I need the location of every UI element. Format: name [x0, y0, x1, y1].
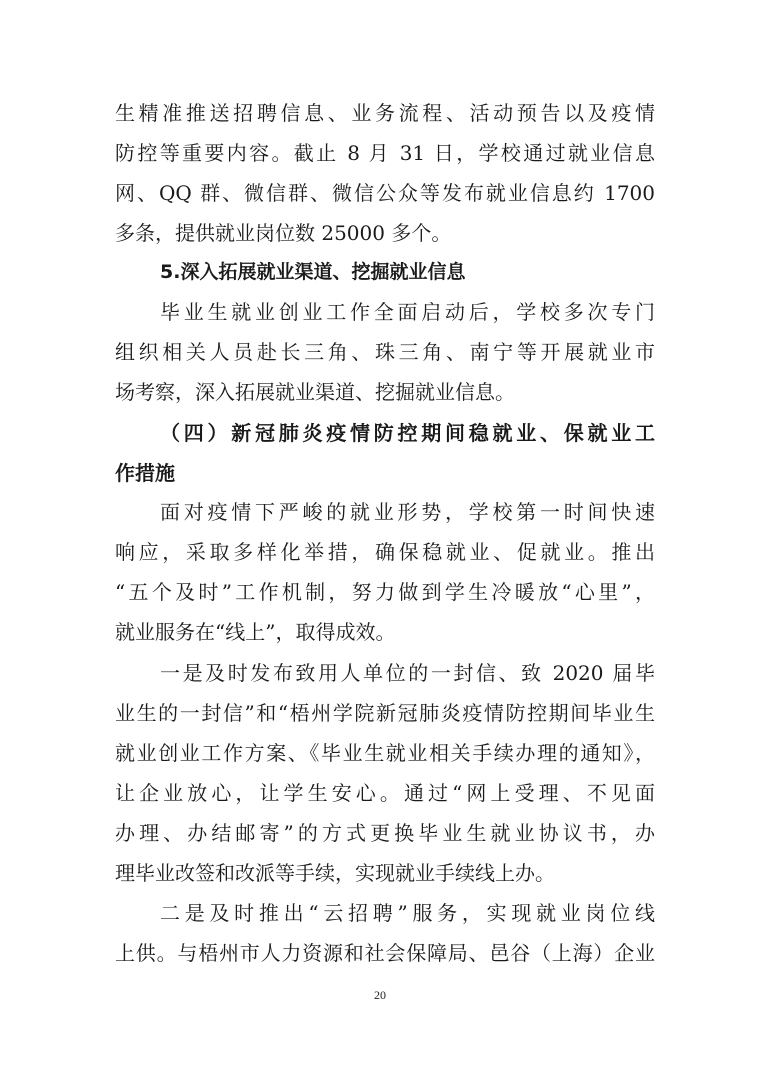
- body-line: 毕业生就业创业工作全面启动后，学校多次专门: [160, 300, 655, 324]
- body-line: “五个及时”工作机制，努力做到学生冷暖放“心里”，: [115, 580, 655, 604]
- body-line: 业生的一封信”和“梧州学院新冠肺炎疫情防控期间毕业生: [115, 701, 655, 725]
- body-line: 让企业放心，让学生安心。通过“网上受理、不见面: [115, 781, 655, 805]
- section-heading: 5.深入拓展就业渠道、挖掘就业信息: [160, 261, 466, 283]
- body-line: 理毕业改签和改派等手续，实现就业手续线上办。: [115, 861, 555, 885]
- body-line: 二是及时推出“云招聘”服务，实现就业岗位线: [160, 901, 655, 925]
- body-line: 生精准推送招聘信息、业务流程、活动预告以及疫情: [115, 101, 655, 125]
- body-line: 响应，采取多样化举措，确保稳就业、促就业。推出: [115, 540, 655, 564]
- subsection-heading: （四）新冠肺炎疫情防控期间稳就业、保就业工: [160, 421, 655, 445]
- body-line: 多条，提供就业岗位数 25000 多个。: [115, 221, 452, 245]
- body-line: 面对疫情下严峻的就业形势，学校第一时间快速: [160, 500, 655, 524]
- body-line: 就业创业工作方案、《毕业生就业相关手续办理的通知》，: [115, 741, 655, 765]
- body-line: 场考察，深入拓展就业渠道、挖掘就业信息。: [115, 380, 515, 404]
- body-line: 一是及时发布致用人单位的一封信、致 2020 届毕: [160, 661, 655, 685]
- subsection-heading-continued: 作措施: [115, 461, 175, 485]
- body-line: 上供。与梧州市人力资源和社会保障局、邑谷（上海）企业: [115, 941, 655, 965]
- body-line: 组织相关人员赴长三角、珠三角、南宁等开展就业市: [115, 340, 655, 364]
- page-number: 20: [374, 988, 386, 1002]
- body-line: 防控等重要内容。截止 8 月 31 日，学校通过就业信息: [115, 141, 655, 165]
- body-line: 网、QQ 群、微信群、微信公众等发布就业信息约 1700: [115, 181, 655, 205]
- body-line: 就业服务在“线上”，取得成效。: [115, 620, 396, 644]
- body-line: 办理、办结邮寄”的方式更换毕业生就业协议书，办: [115, 821, 655, 845]
